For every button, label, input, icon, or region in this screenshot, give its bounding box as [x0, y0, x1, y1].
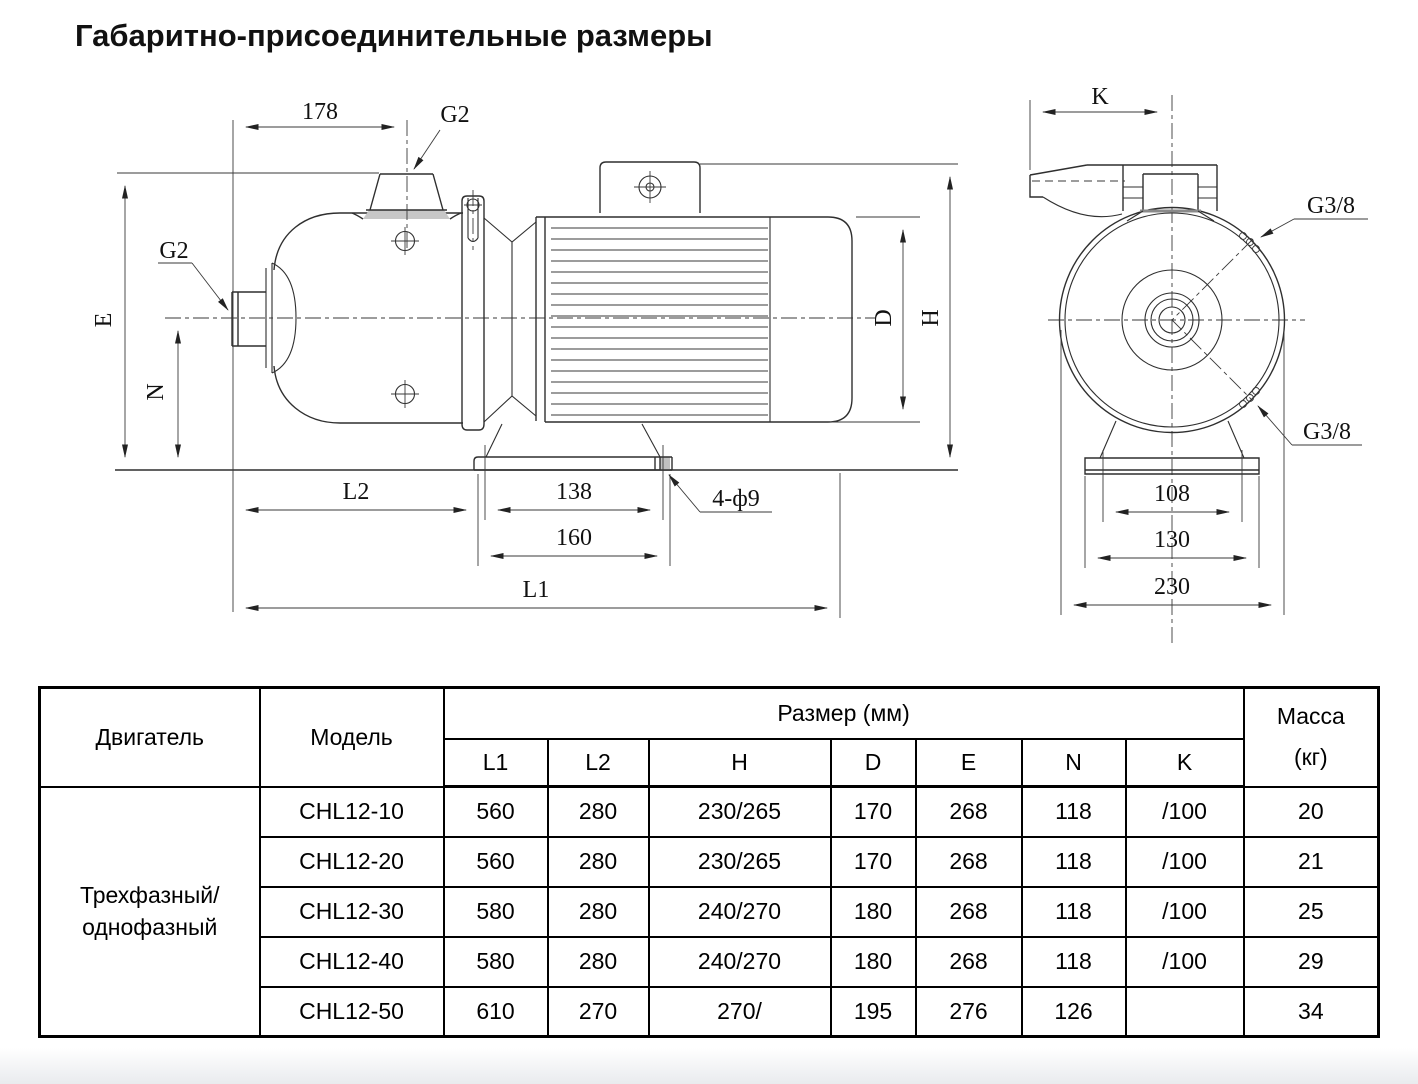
header-model: Модель: [260, 688, 444, 787]
h-cell: 230/265: [649, 787, 831, 837]
n-cell: 118: [1022, 837, 1126, 887]
body-screw-top: [391, 227, 419, 255]
dim-label-l2: L2: [342, 479, 370, 505]
dim-label-178: 178: [302, 99, 338, 125]
e-cell: 268: [916, 787, 1022, 837]
engine-type-cell: [40, 787, 260, 1037]
l2-cell: 280: [548, 787, 649, 837]
l1-cell: 610: [444, 987, 548, 1037]
header-col-k: K: [1126, 739, 1244, 787]
h-cell: 240/270: [649, 937, 831, 987]
d-cell: 180: [831, 887, 916, 937]
bracket-screw: [634, 171, 666, 203]
e-cell: 268: [916, 937, 1022, 987]
dim-label-n: N: [143, 383, 169, 401]
dim-label-d: D: [871, 309, 897, 327]
mass-cell: 34: [1244, 987, 1379, 1037]
dim-label-g38-bottom: G3/8: [1303, 419, 1351, 445]
side-view: [91, 99, 958, 618]
header-mass: [1244, 688, 1379, 787]
k-cell: [1126, 987, 1244, 1037]
model-cell: CHL12-10: [260, 787, 444, 837]
l2-cell: 280: [548, 837, 649, 887]
seal-housing-disc: [462, 190, 484, 430]
model-cell: CHL12-50: [260, 987, 444, 1037]
model-cell: CHL12-40: [260, 937, 444, 987]
model-cell: CHL12-20: [260, 837, 444, 887]
dim-label-138: 138: [556, 479, 592, 505]
h-cell: 240/270: [649, 887, 831, 937]
dim-label-160: 160: [556, 525, 592, 551]
l2-cell: 270: [548, 987, 649, 1037]
e-cell: 268: [916, 887, 1022, 937]
dim-label-e: E: [91, 312, 117, 328]
pump-base: [474, 424, 672, 470]
dim-label-h: H: [918, 309, 944, 327]
l1-cell: 580: [444, 887, 548, 937]
l1-cell: 560: [444, 837, 548, 887]
n-cell: 118: [1022, 887, 1126, 937]
l1-cell: 580: [444, 937, 548, 987]
dim-label-k: K: [1091, 84, 1109, 110]
page-title: Габаритно-присоединительные размеры: [75, 18, 713, 53]
mass-cell: 21: [1244, 837, 1379, 887]
mass-cell: 20: [1244, 787, 1379, 837]
header-col-l2: L2: [548, 739, 649, 787]
engine-type-line1: Трехфазный/: [79, 881, 220, 908]
l1-cell: 560: [444, 787, 548, 837]
mass-cell: 25: [1244, 887, 1379, 937]
e-cell: 268: [916, 837, 1022, 887]
body-screw-bottom: [391, 380, 419, 408]
pump-body: [274, 120, 463, 423]
motor: [545, 162, 852, 422]
dim-label-130: 130: [1154, 527, 1190, 553]
dim-label-l1: L1: [522, 577, 550, 603]
dim-label-230: 230: [1154, 574, 1190, 600]
header-col-e: E: [916, 739, 1022, 787]
motor-fins: [551, 228, 768, 415]
header-col-n: N: [1022, 739, 1126, 787]
d-cell: 195: [831, 987, 916, 1037]
k-cell: /100: [1126, 887, 1244, 937]
model-cell: CHL12-30: [260, 887, 444, 937]
dim-label-108: 108: [1154, 481, 1190, 507]
dim-label-holes: 4-ф9: [712, 486, 760, 512]
header-mass-line2: (кг): [1293, 744, 1328, 771]
header-col-d: D: [831, 739, 916, 787]
header-col-l1: L1: [444, 739, 548, 787]
dim-label-g2-top: G2: [440, 102, 470, 128]
n-cell: 118: [1022, 787, 1126, 837]
k-cell: /100: [1126, 787, 1244, 837]
mass-cell: 29: [1244, 937, 1379, 987]
motor-adapter: [484, 217, 545, 422]
l2-cell: 280: [548, 937, 649, 987]
n-cell: 126: [1022, 987, 1126, 1037]
front-top-port: [1087, 165, 1217, 221]
header-size: Размер (мм): [444, 688, 1244, 739]
engine-type-line2: однофазный: [82, 914, 218, 941]
h-cell: 270/: [649, 987, 831, 1037]
k-cell: /100: [1126, 937, 1244, 987]
front-view: [1030, 84, 1368, 645]
dim-label-g2-left: G2: [159, 238, 189, 264]
header-col-h: H: [649, 739, 831, 787]
header-mass-line1: Масса: [1276, 702, 1345, 729]
page-bottom-fade: [0, 1048, 1418, 1084]
d-cell: 170: [831, 787, 916, 837]
l2-cell: 280: [548, 887, 649, 937]
d-cell: 180: [831, 937, 916, 987]
k-cell: /100: [1126, 837, 1244, 887]
dim-label-g38-top: G3/8: [1307, 193, 1355, 219]
table-row: [40, 787, 1379, 837]
d-cell: 170: [831, 837, 916, 887]
dimensions-table: [38, 686, 1380, 1038]
dimension-lines: [125, 127, 950, 608]
n-cell: 118: [1022, 937, 1126, 987]
e-cell: 276: [916, 987, 1022, 1037]
header-engine: Двигатель: [40, 688, 260, 787]
h-cell: 230/265: [649, 837, 831, 887]
front-spout: [1030, 165, 1125, 217]
